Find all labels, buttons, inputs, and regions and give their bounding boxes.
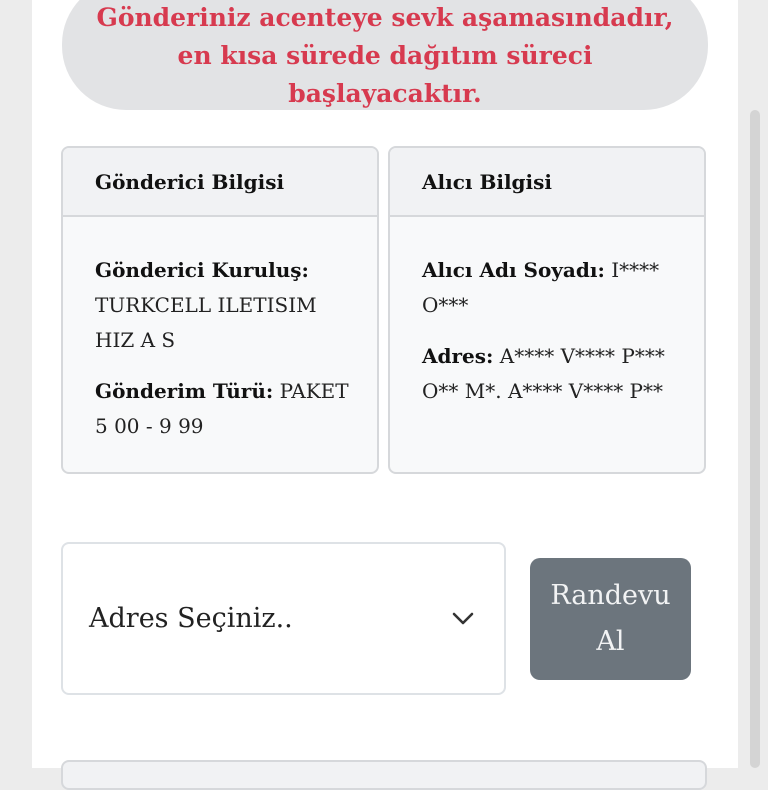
recipient-address-row — [422, 339, 682, 409]
sender-org-value: TURKCELL ILETISIM HIZ A S — [95, 293, 317, 352]
scrollbar[interactable] — [750, 110, 760, 768]
sender-info-card — [61, 146, 379, 474]
sender-org-row — [95, 253, 355, 358]
shipment-type-row — [95, 374, 355, 444]
bottom-card — [61, 760, 707, 790]
chevron-down-icon — [450, 606, 476, 632]
recipient-name-value: I**** O*** — [422, 258, 660, 317]
status-alert — [62, 0, 708, 110]
recipient-name-label: Alıcı Adı Soyadı: — [422, 258, 605, 282]
address-select[interactable] — [61, 542, 506, 695]
recipient-address-label: Adres: — [422, 344, 494, 368]
sender-card-body — [63, 217, 377, 444]
recipient-name-row — [422, 253, 682, 323]
sender-org-label: Gönderici Kuruluş: — [95, 258, 309, 282]
sender-card-header: Gönderici Bilgisi — [63, 148, 377, 217]
recipient-info-card — [388, 146, 706, 474]
recipient-address-value: A**** V**** P*** O** M*. A**** V**** P** — [422, 344, 665, 403]
shipment-type-value: PAKET 5 00 - 9 99 — [95, 379, 349, 438]
recipient-card-header: Alıcı Bilgisi — [390, 148, 704, 217]
recipient-card-body — [390, 217, 704, 409]
appointment-button[interactable]: Randevu Al — [530, 558, 691, 680]
address-select-value: Adres Seçiniz.. — [89, 603, 293, 634]
shipment-type-label: Gönderim Türü: — [95, 379, 274, 403]
status-alert-message: Gönderiniz acenteye sevk aşamasındadır, en kısa sürede dağıtım süreci başlayacaktır. — [96, 3, 674, 108]
